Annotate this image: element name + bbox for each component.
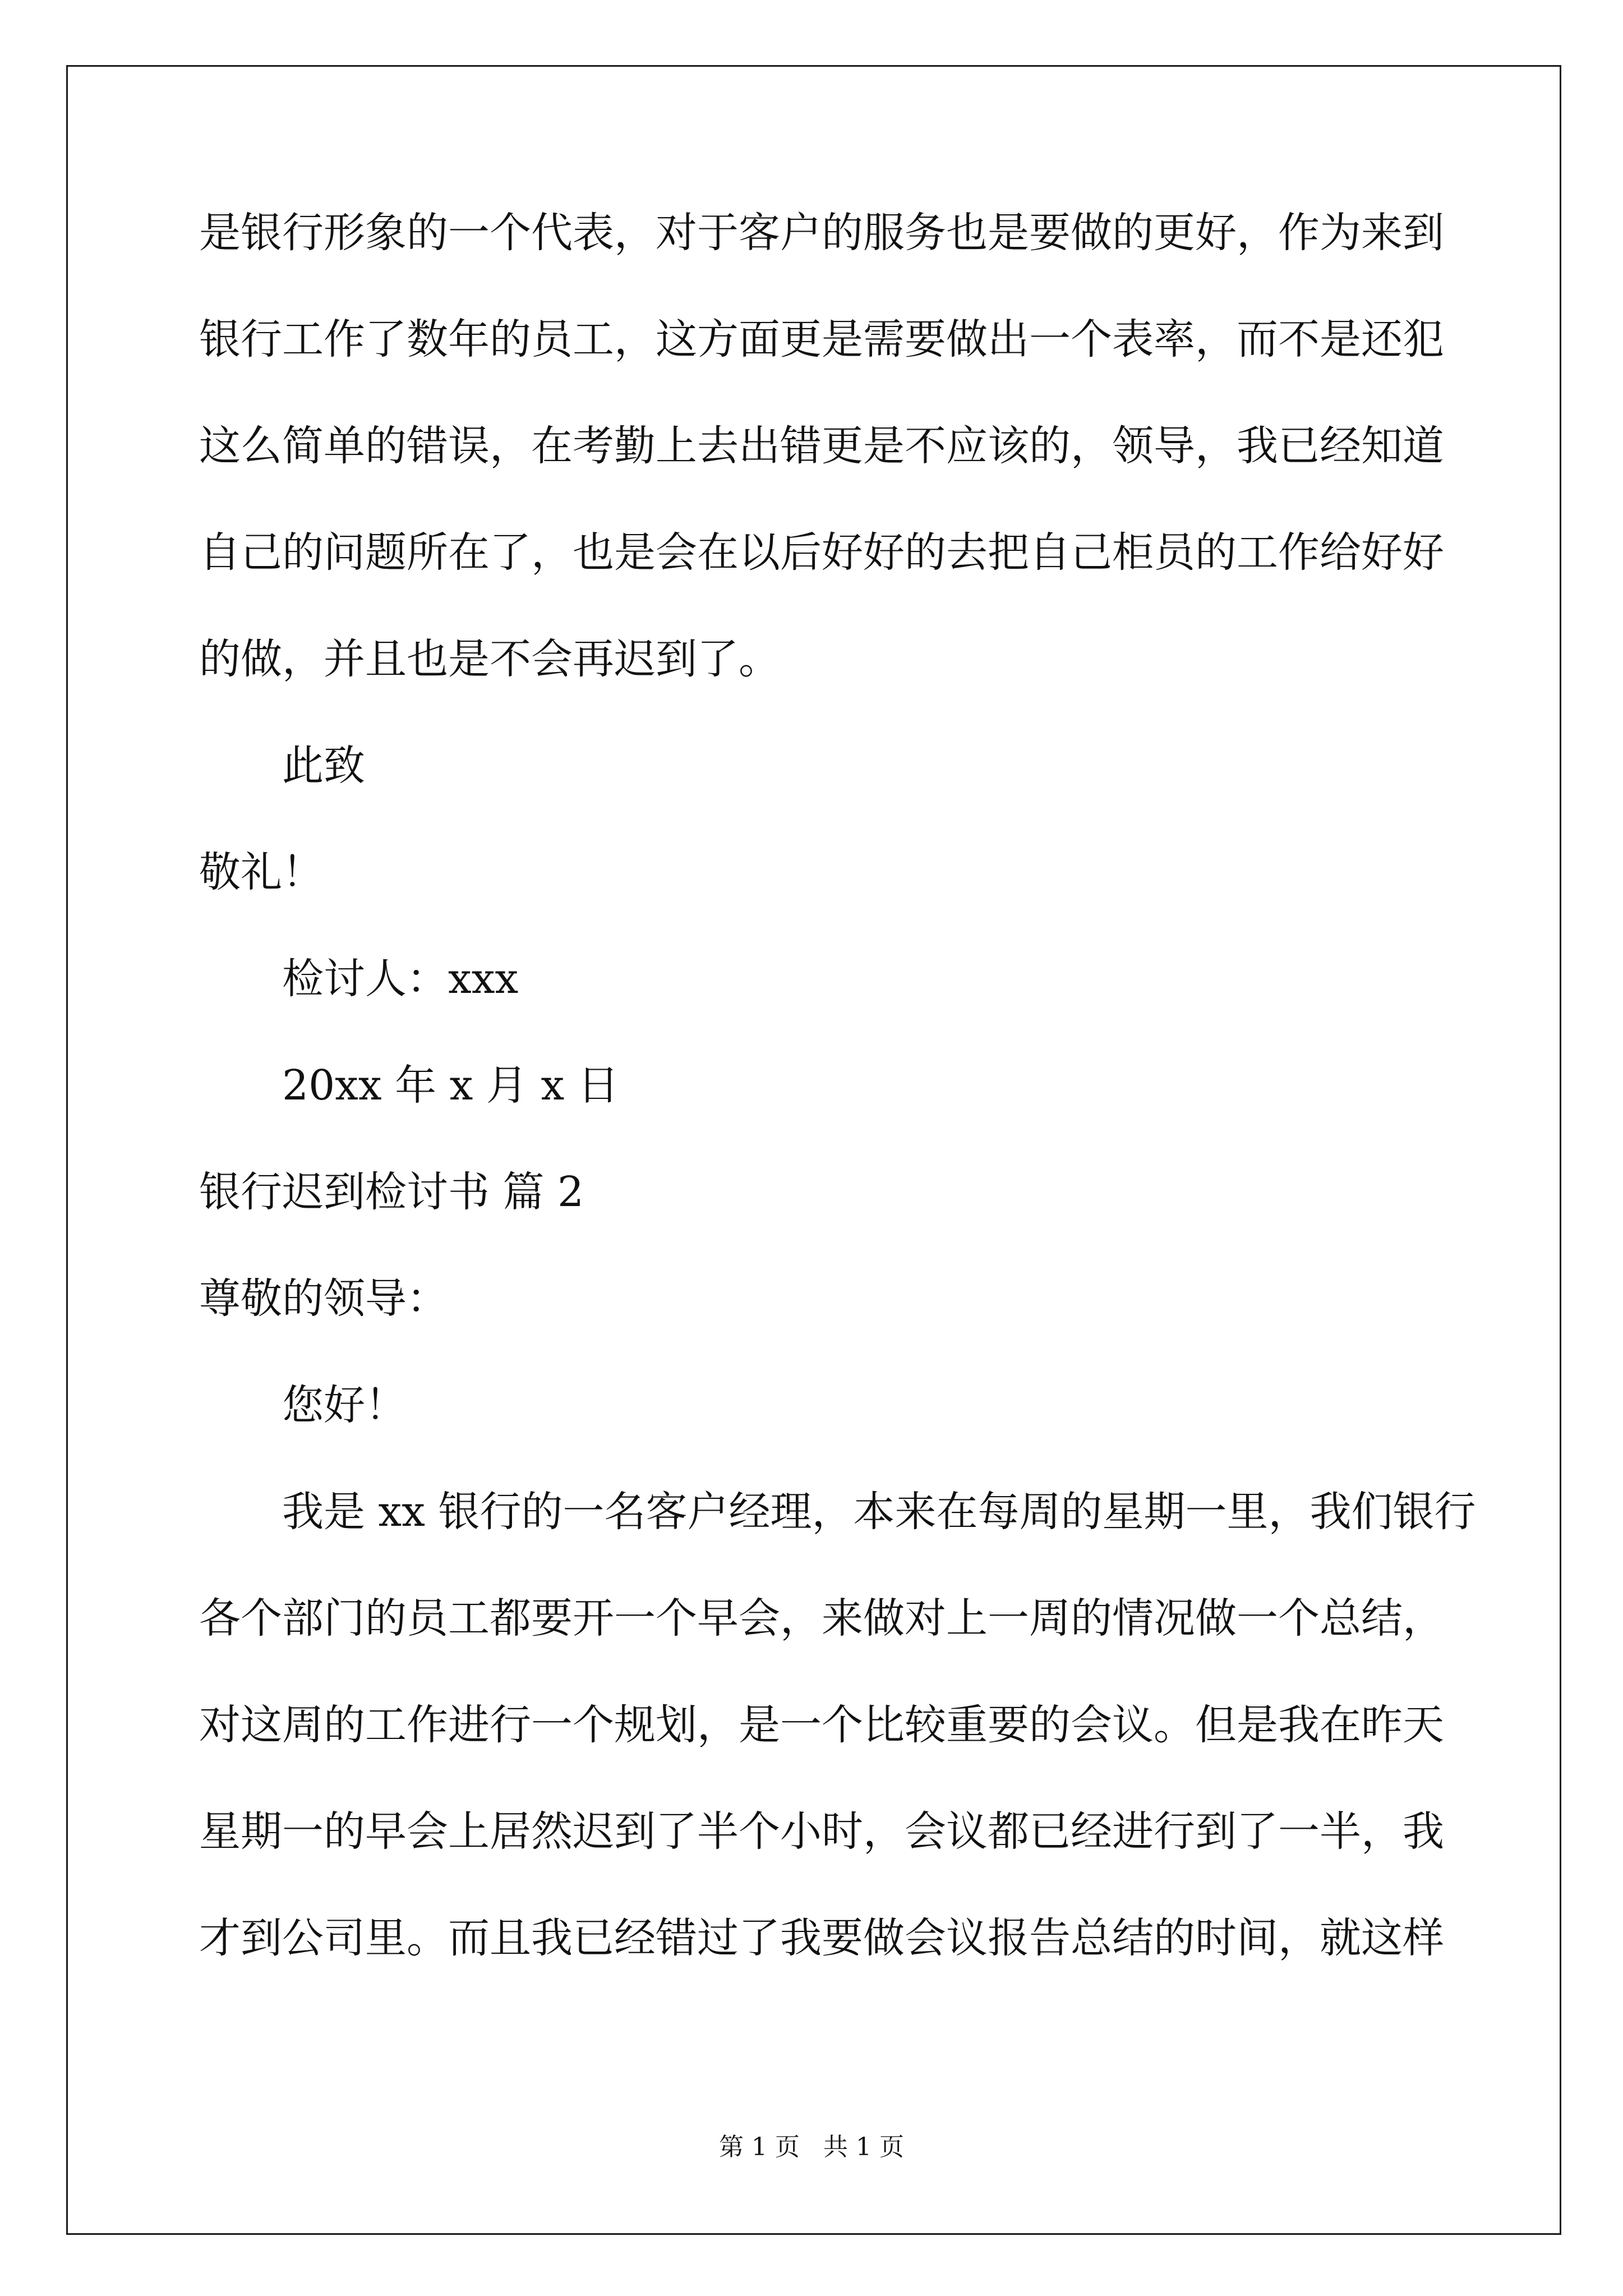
- body-line: 的做，并且也是不会再迟到了。: [199, 635, 780, 683]
- body-line: 我是 xx 银行的一名客户经理，本来在每周的星期一里，我们银行: [282, 1488, 1476, 1536]
- letter-salutation: 尊敬的领导：: [199, 1274, 448, 1323]
- page-total: 共 1 页: [823, 2133, 904, 2161]
- body-line: 各个部门的员工都要开一个早会，来做对上一周的情况做一个总结，: [199, 1594, 1444, 1642]
- closing-salutation: 此致: [282, 742, 365, 790]
- page-number: 第 1 页: [719, 2133, 800, 2161]
- body-line: 这么简单的错误，在考勤上去出错更是不应该的，领导，我已经知道: [199, 422, 1444, 470]
- body-line: 星期一的早会上居然迟到了半个小时，会议都已经进行到了一半，我: [199, 1807, 1444, 1856]
- page-footer: [0, 2131, 1623, 2164]
- signature-date: 20xx 年 x 月 x 日: [282, 1061, 619, 1110]
- body-line: 才到公司里。而且我已经错过了我要做会议报告总结的时间，就这样: [199, 1914, 1444, 1962]
- closing-regards: 敬礼！: [199, 848, 324, 896]
- signature-name: 检讨人：xxx: [282, 955, 519, 1003]
- section-title: 银行迟到检讨书 篇 2: [199, 1168, 584, 1216]
- page-border: [66, 65, 1561, 2235]
- letter-greeting: 您好！: [282, 1381, 407, 1429]
- body-line: 自己的问题所在了，也是会在以后好好的去把自己柜员的工作给好好: [199, 528, 1444, 577]
- body-line: 银行工作了数年的员工，这方面更是需要做出一个表率，而不是还犯: [199, 315, 1444, 364]
- body-line: 对这周的工作进行一个规划，是一个比较重要的会议。但是我在昨天: [199, 1701, 1444, 1749]
- body-line: 是银行形象的一个代表，对于客户的服务也是要做的更好，作为来到: [199, 209, 1444, 257]
